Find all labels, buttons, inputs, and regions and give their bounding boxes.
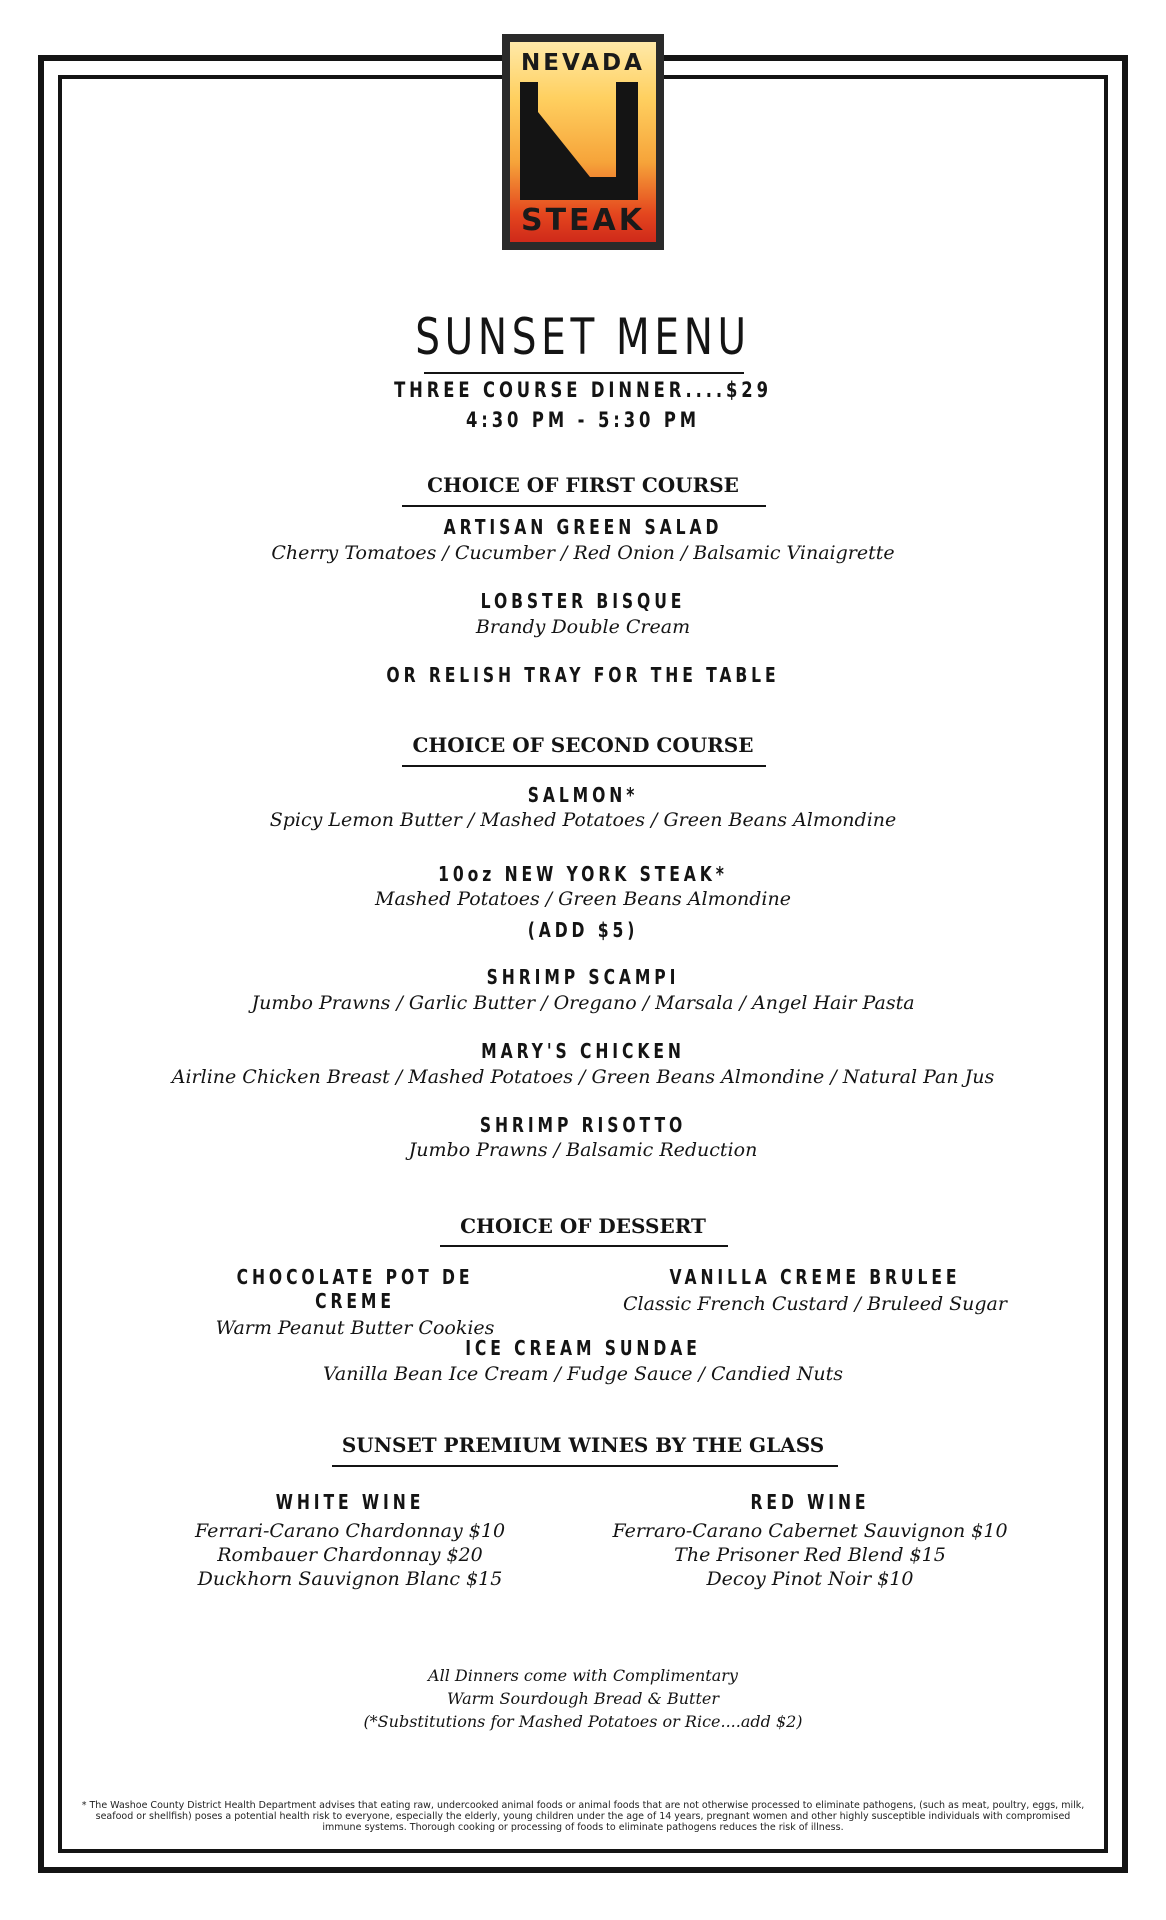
wine-item: The Prisoner Red Blend $15 bbox=[674, 1544, 946, 1566]
menu-item-name: LOBSTER BISQUE bbox=[480, 589, 686, 613]
menu-item-name: SHRIMP RISOTTO bbox=[479, 1113, 687, 1137]
menu-hours: 4:30 PM - 5:30 PM bbox=[465, 408, 700, 432]
wine-item: Ferrari-Carano Chardonnay $10 bbox=[194, 1520, 506, 1542]
white-wine-column bbox=[150, 1490, 550, 1590]
menu-item-desc: Jumbo Prawns / Garlic Butter / Oregano / Marsala / Angel Hair Pasta bbox=[251, 992, 915, 1014]
nevada-steak-logo bbox=[502, 34, 664, 250]
wine-item: Decoy Pinot Noir $10 bbox=[706, 1568, 914, 1590]
white-wine-label: WHITE WINE bbox=[275, 1490, 425, 1514]
menu-item-name: 10oz NEW YORK STEAK* bbox=[438, 862, 728, 886]
dessert-divider bbox=[440, 1245, 728, 1247]
menu-item-name: SALMON* bbox=[527, 783, 639, 807]
menu-item-desc: Jumbo Prawns / Balsamic Reduction bbox=[408, 1139, 758, 1161]
bread-note: Warm Sourdough Bread & Butter bbox=[447, 1689, 719, 1708]
dessert-item-right bbox=[590, 1265, 1040, 1315]
menu-subtitle: THREE COURSE DINNER....$29 bbox=[394, 378, 772, 402]
logo-bottom-text: STEAK bbox=[520, 203, 646, 238]
logo-top-text: NEVADA bbox=[521, 50, 645, 76]
first-course-divider bbox=[402, 505, 766, 507]
title-divider bbox=[424, 372, 744, 374]
wines-divider bbox=[332, 1465, 838, 1467]
page-title: SUNSET MENU bbox=[415, 308, 751, 366]
menu-item-desc: Brandy Double Cream bbox=[475, 616, 691, 638]
wine-item: Ferraro-Carano Cabernet Sauvignon $10 bbox=[612, 1520, 1008, 1542]
menu-item-name: MARY'S CHICKEN bbox=[481, 1039, 685, 1063]
logo-sunset-gradient bbox=[510, 42, 656, 242]
menu-item-name: ARTISAN GREEN SALAD bbox=[443, 515, 723, 539]
substitution-note: (*Substitutions for Mashed Potatoes or Rice....add $2) bbox=[363, 1712, 803, 1731]
menu-item-name: ICE CREAM SUNDAE bbox=[465, 1336, 701, 1360]
menu-item-desc: Classic French Custard / Bruleed Sugar bbox=[623, 1293, 1007, 1315]
logo-mountain-icon bbox=[520, 82, 650, 200]
menu-item-desc: Spicy Lemon Butter / Mashed Potatoes / Green Beans Almondine bbox=[269, 809, 897, 831]
menu-item-desc: Warm Peanut Butter Cookies bbox=[215, 1317, 495, 1339]
red-wine-column bbox=[590, 1490, 1030, 1590]
menu-item-desc: Cherry Tomatoes / Cucumber / Red Onion / Balsamic Vinaigrette bbox=[271, 542, 895, 564]
health-disclaimer: * The Washoe County District Health Department advises that eating raw, undercooked animal foods or animal foods that are not otherwise processed to eliminate pathogens, (such as meat, poultry, eggs, milk, seafood or shellfish) poses a potential health risk to everyone, especially the elderly, young children under the age of 14 years, pregnant women and other highly susceptible individuals with compromised immune systems. Thorough cooking or processing of foods to eliminate pathogens reduces the risk of illness. bbox=[81, 1800, 1085, 1833]
menu-item-name: SHRIMP SCAMPI bbox=[486, 965, 680, 989]
second-course-divider bbox=[402, 765, 766, 767]
dessert-heading: CHOICE OF DESSERT bbox=[460, 1214, 706, 1238]
menu-item-desc: Mashed Potatoes / Green Beans Almondine bbox=[375, 888, 791, 910]
first-course-alt: OR RELISH TRAY FOR THE TABLE bbox=[386, 663, 780, 687]
first-course-heading: CHOICE OF FIRST COURSE bbox=[427, 473, 739, 497]
wine-item: Rombauer Chardonnay $20 bbox=[217, 1544, 483, 1566]
menu-item-name: CHOCOLATE POT DE CREME bbox=[236, 1265, 474, 1313]
menu-item-desc: Vanilla Bean Ice Cream / Fudge Sauce / Candied Nuts bbox=[322, 1363, 844, 1385]
menu-item-desc: Airline Chicken Breast / Mashed Potatoes / Green Beans Almondine / Natural Pan Jus bbox=[171, 1066, 995, 1088]
second-course-heading: CHOICE OF SECOND COURSE bbox=[412, 733, 754, 757]
red-wine-label: RED WINE bbox=[750, 1490, 870, 1514]
wine-item: Duckhorn Sauvignon Blanc $15 bbox=[197, 1568, 503, 1590]
menu-item-extra: (ADD $5) bbox=[527, 918, 639, 942]
dessert-item-left bbox=[160, 1265, 550, 1339]
menu-item-name: VANILLA CREME BRULEE bbox=[669, 1265, 961, 1289]
bread-note: All Dinners come with Complimentary bbox=[428, 1666, 738, 1685]
wines-heading: SUNSET PREMIUM WINES BY THE GLASS bbox=[341, 1433, 825, 1457]
